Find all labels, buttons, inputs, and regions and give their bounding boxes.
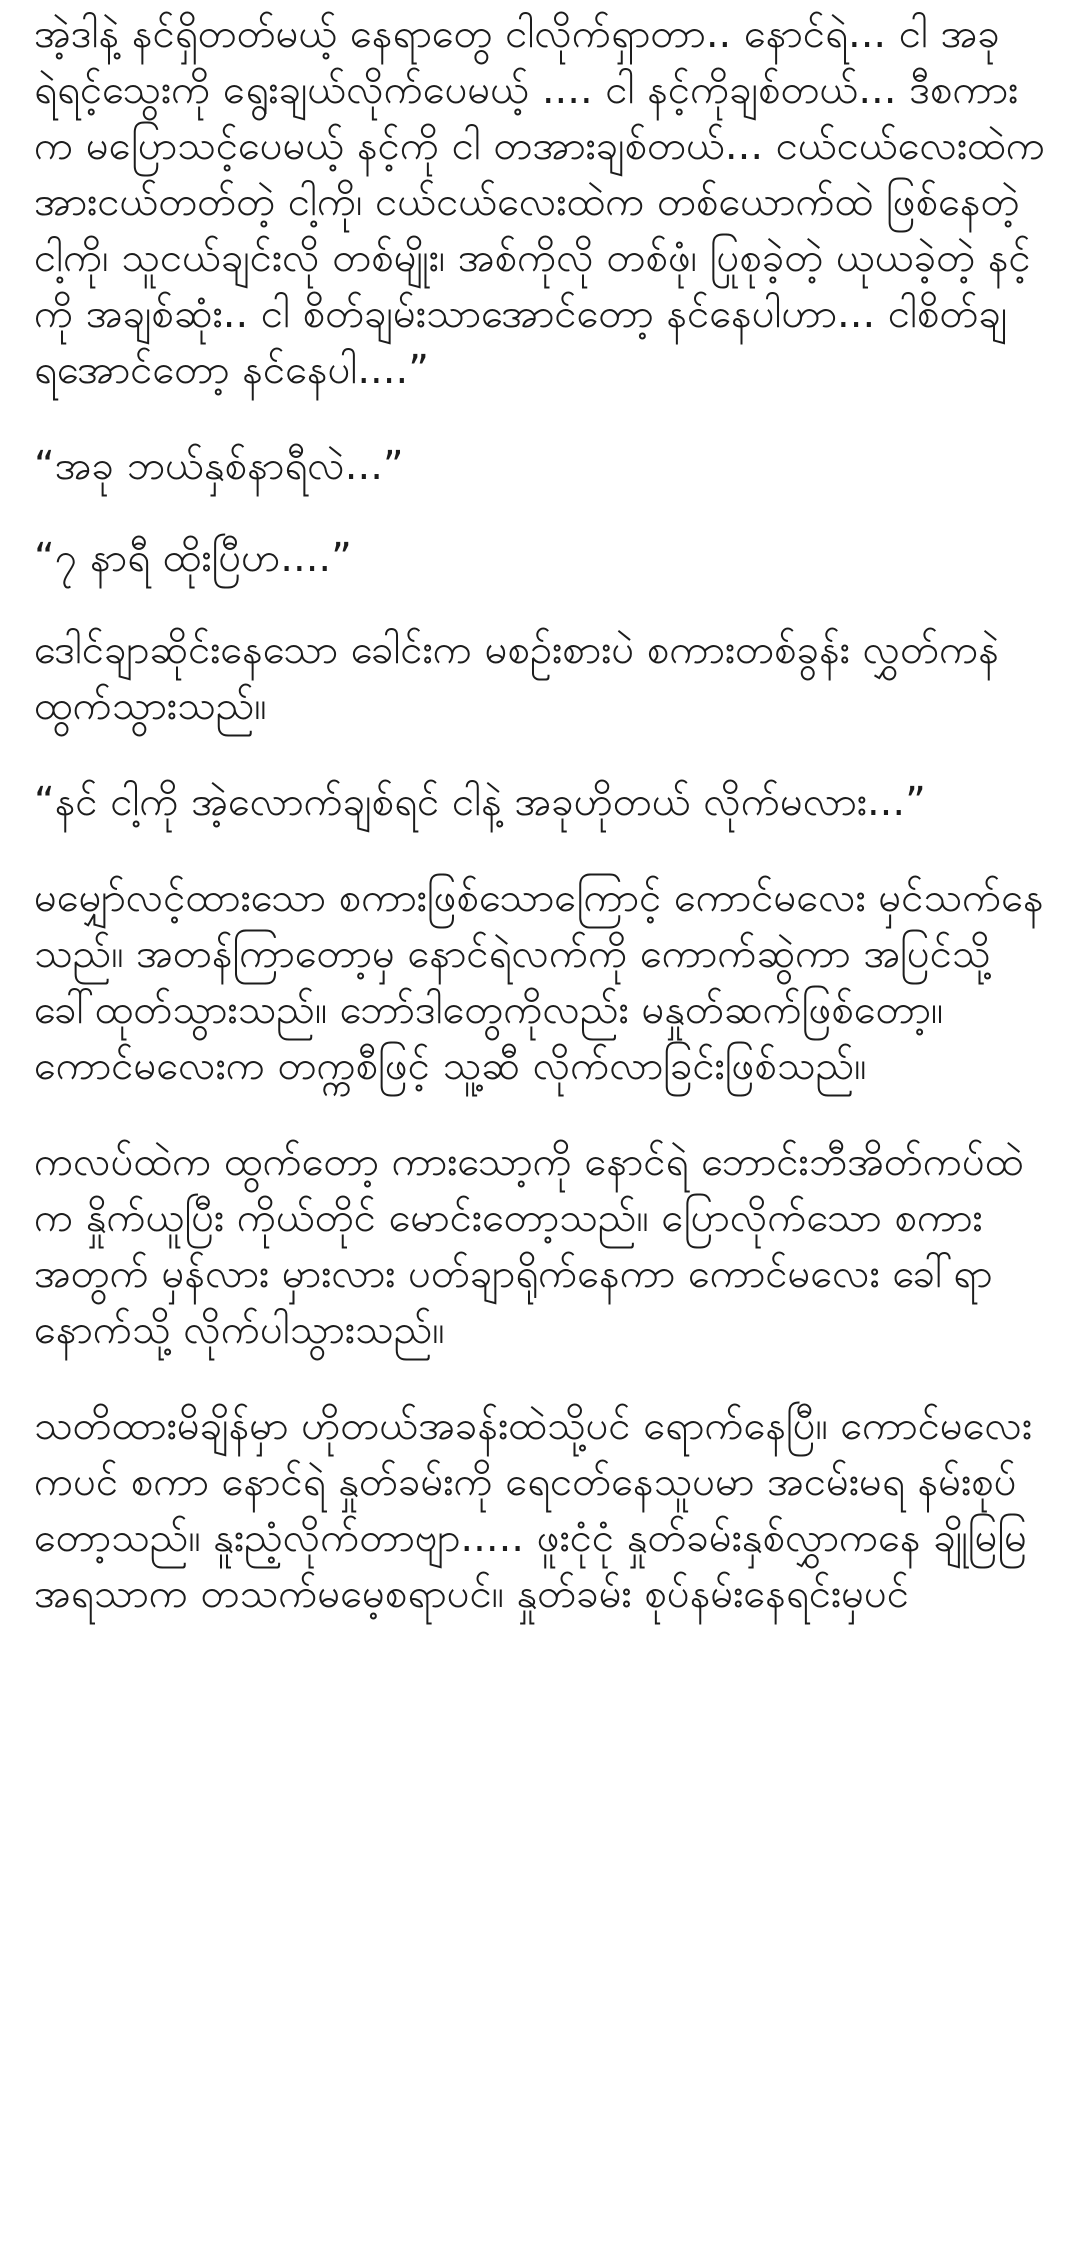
paragraph-4: ဒေါင်ချာဆိုင်းနေသော ခေါင်းက မစဥ်းစားပဲ စကားတစ်ခွန်း လွှတ်ကနဲ ထွက်သွားသည်။: [34, 627, 999, 729]
paragraph-5-dialogue: “နင် ငါ့ကို အဲ့လောက်ချစ်ရင် ငါနဲ့ အခုဟိုတယ် လိုက်မလား...”: [34, 779, 926, 825]
paragraph-7: ကလပ်ထဲက ထွက်တော့ ကားသော့ကို နောင်ရဲ ဘောင်းဘီအိတ်ကပ်ထဲက နှိုက်ယူပြီး ကိုယ်တိုင် မောင်းတော့သည်။ ပြောလိုက်သော စကားအတွက် မှန်လား မှားလား ပတ်ချာရိုက်နေကာ ကောင်မလေး ခေါ်ရာနောက်သို့ လိုက်ပါသွားသည်။: [34, 1139, 1024, 1353]
paragraph-8: သတိထားမိချိန်မှာ ဟိုတယ်အခန်းထဲသို့ပင် ရောက်နေပြီ။ ကောင်မလေးကပင် စကာ နောင်ရဲ နှုတ်ခမ်းကို ရေငတ်နေသူပမာ အငမ်းမရ နမ်းစုပ် တော့သည်။ နူးညံ့လိုက်တာဗျာ..... ဖူးငုံငုံ နှုတ်ခမ်းနှစ်လွှာကနေ ချိုမြမြ အရသာက တသက်မမေ့စရာပင်။ နှုတ်ခမ်း စုပ်နမ်းနေရင်းမှပင်: [34, 1403, 1033, 1617]
paragraph-1: အဲ့ဒါနဲ့ နင်ရှိတတ်မယ့် နေရာတွေ ငါလိုက်ရှာတာ.. နောင်ရဲ... ငါ အခု ရဲရင့်သွေးကို ရွေးချယ်လိုက်ပေမယ့် .... ငါ နင့်ကိုချစ်တယ်... ဒီစကားက မပြောသင့်ပေမယ့် နင့်ကို ငါ တအားချစ်တယ်... ငယ်ငယ်လေးထဲက အားငယ်တတ်တဲ့ ငါ့ကို၊ ငယ်ငယ်လေးထဲက တစ်ယောက်ထဲ ဖြစ်နေတဲ့ ငါ့ကို၊ သူငယ်ချင်းလို တစ်မျိုး၊ အစ်ကိုလို တစ်ဖုံ၊ ပြုစုခဲ့တဲ့ ယုယခဲ့တဲ့ နင့်ကို အချစ်ဆုံး.. ငါ စိတ်ချမ်းသာအောင်တော့ နင်နေပါဟာ... ငါစိတ်ချရအောင်တော့ နင်နေပါ....”: [34, 11, 1045, 393]
paragraph-6: မမျှော်လင့်ထားသော စကားဖြစ်သောကြောင့် ကောင်မလေး မှင်သက်နေသည်။ အတန်ကြာတော့မှ နောင်ရဲလက်ကို ကောက်ဆွဲကာ အပြင်သို့ ခေါ်ထုတ်သွားသည်။ ဘော်ဒါတွေကိုလည်း မနှုတ်ဆက်ဖြစ်တော့။ ကောင်မလေးက တက္ကစီဖြင့် သူ့ဆီ လိုက်လာခြင်းဖြစ်သည်။: [34, 875, 1044, 1089]
paragraph-2-dialogue: “အခု ဘယ်နှစ်နာရီလဲ...”: [34, 443, 404, 489]
paragraph-3-dialogue: “၇ နာရီ ထိုးပြီဟ....”: [34, 535, 352, 581]
